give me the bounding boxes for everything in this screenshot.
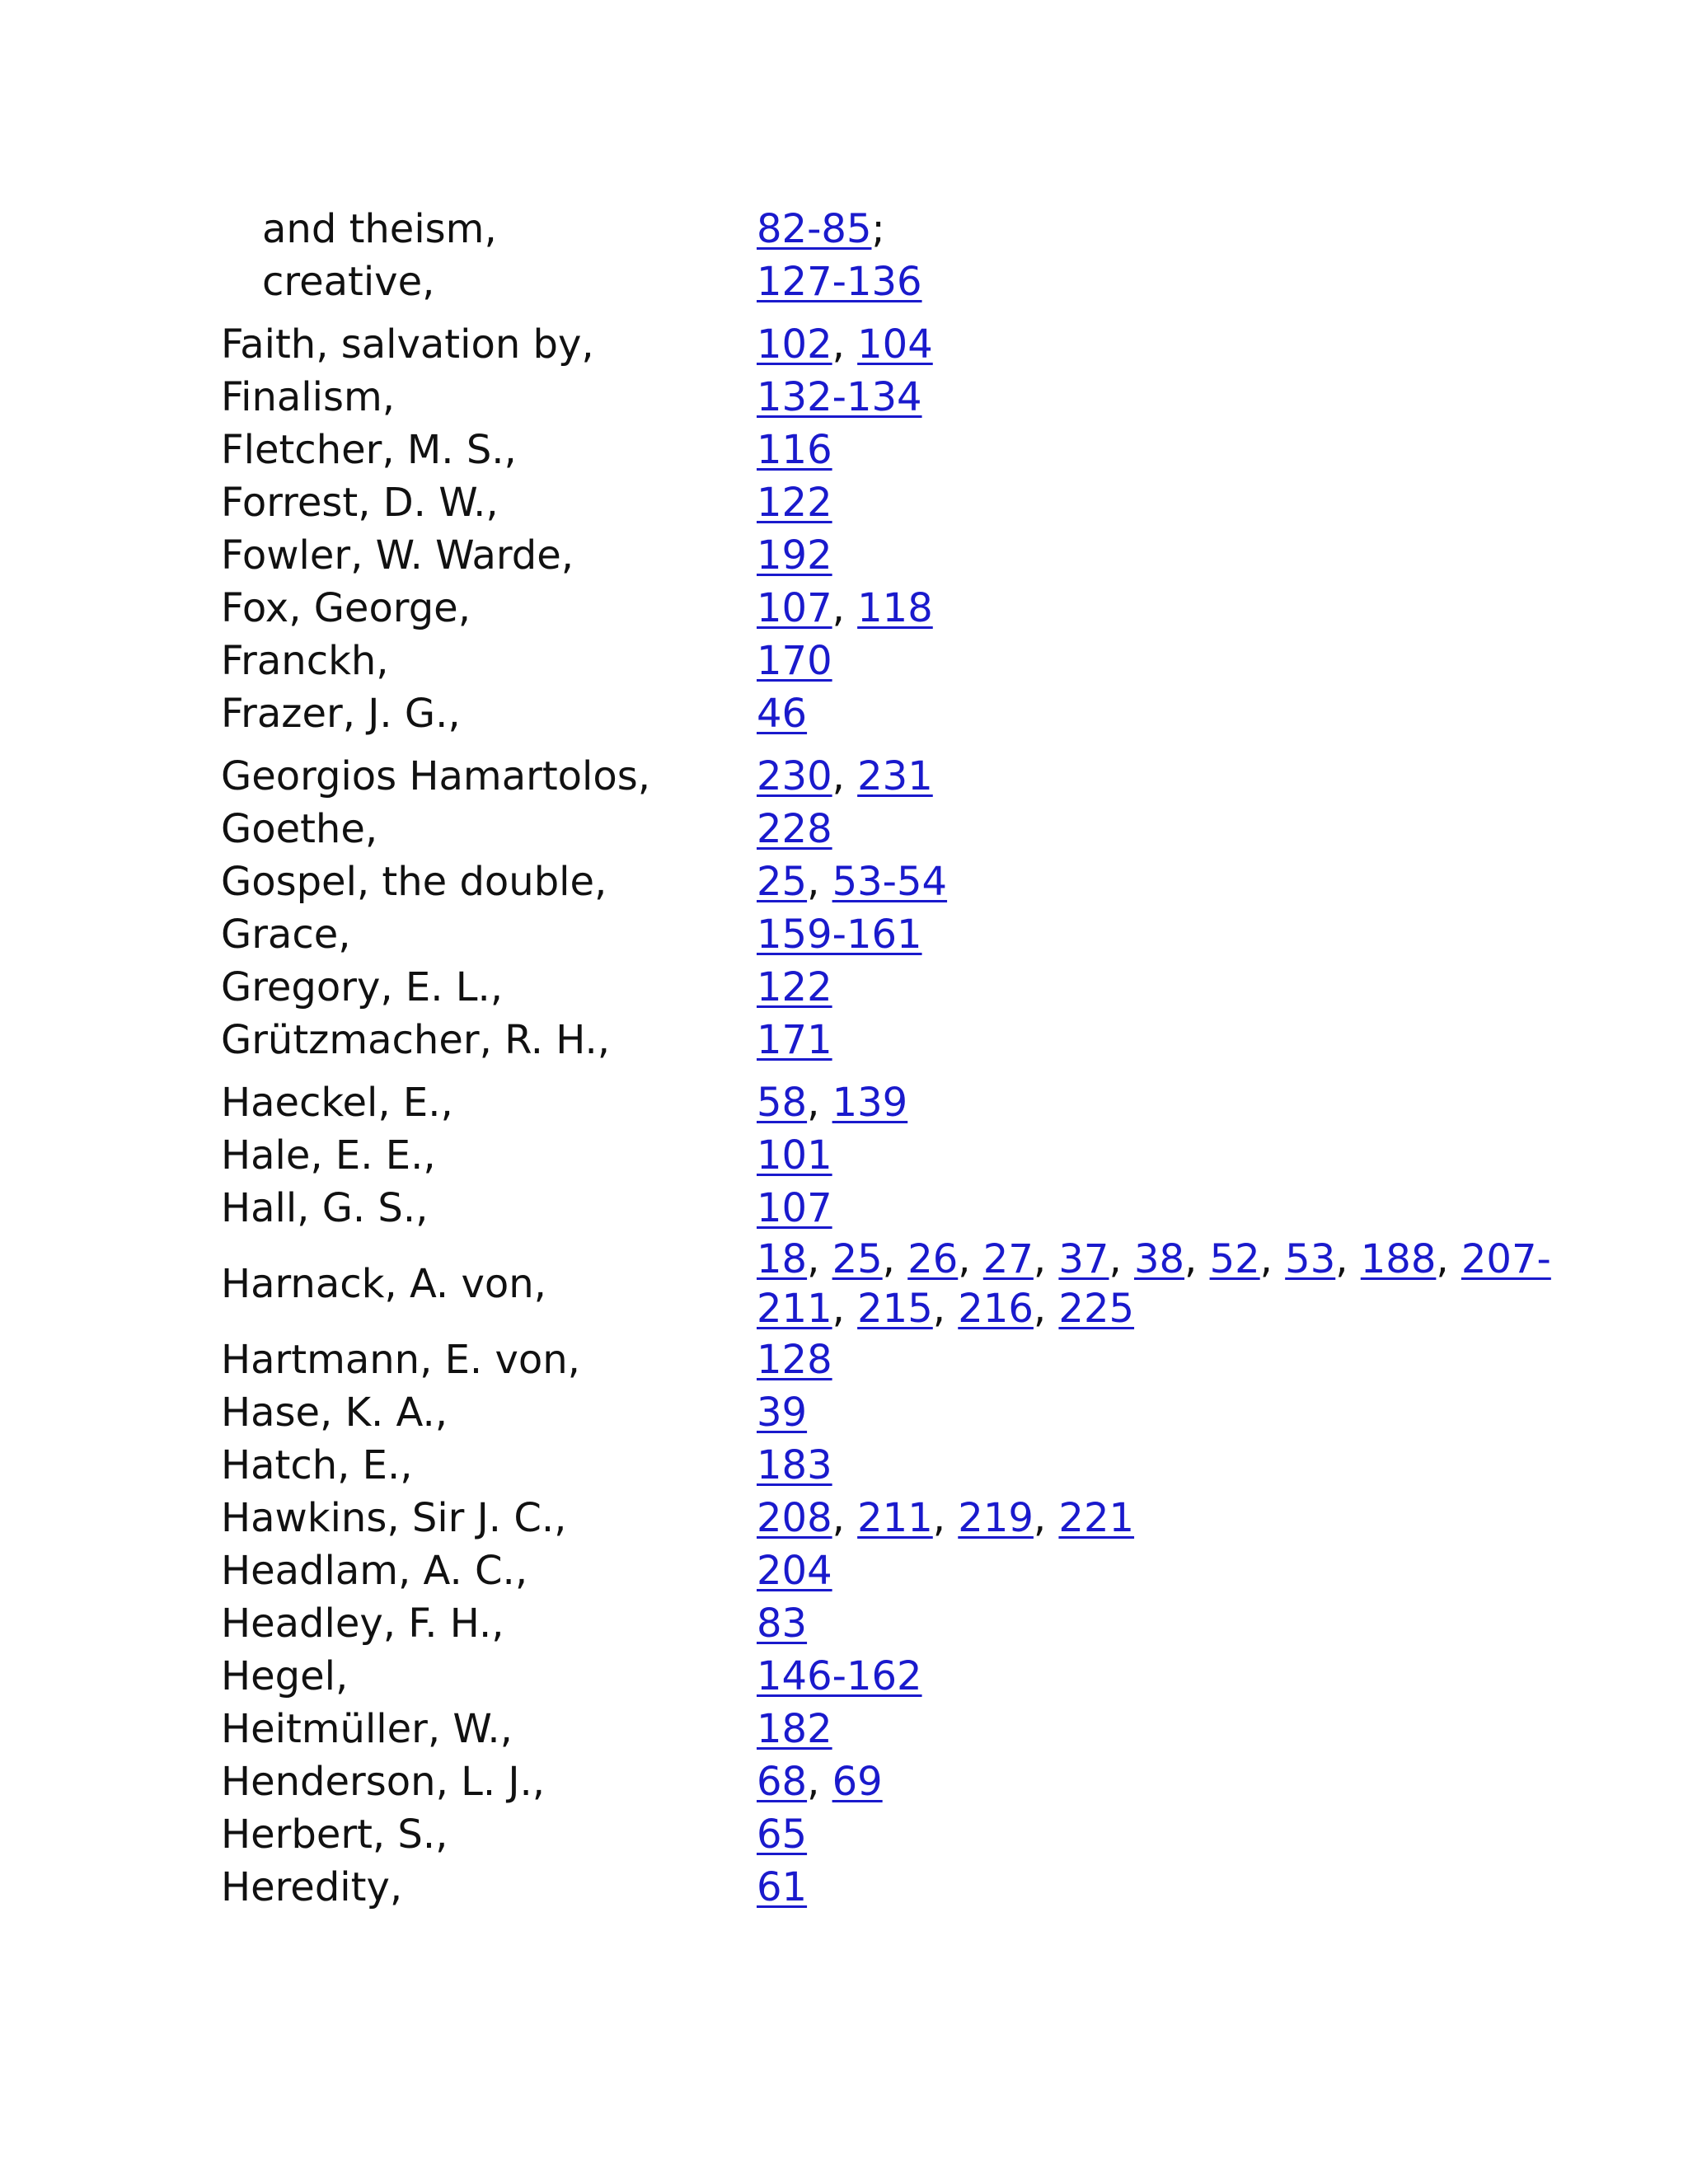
index-term: Herbert, S.,: [221, 1811, 448, 1858]
page-reference-link[interactable]: 225: [1058, 1286, 1135, 1332]
index-subentry: [221, 255, 1622, 308]
index-entry: [221, 1755, 1622, 1808]
index-term: Finalism,: [221, 374, 395, 420]
index-entry: [221, 1597, 1622, 1650]
index-term: Georgios Hamartolos,: [221, 753, 650, 799]
index-term: Grützmacher, R. H.,: [221, 1017, 611, 1063]
index-term: Hatch, E.,: [221, 1442, 413, 1488]
reference-separator: ,: [932, 1286, 959, 1332]
reference-separator: ,: [807, 1080, 832, 1126]
index-entry: [221, 476, 1622, 529]
page-references: [757, 1076, 1622, 1129]
index-term: Gospel, the double,: [221, 859, 607, 905]
page-references: [757, 255, 1622, 308]
page-reference-link[interactable]: 146-162: [757, 1653, 922, 1699]
index-entry: [221, 855, 1622, 908]
page-reference-link[interactable]: 208: [757, 1495, 832, 1541]
page-references: [757, 635, 1622, 687]
index-entry: [221, 582, 1622, 635]
page-references: [757, 1386, 1622, 1439]
index-entry: [221, 687, 1622, 740]
reference-separator: ,: [1335, 1236, 1361, 1282]
index-term: Goethe,: [221, 806, 378, 852]
page-reference-link[interactable]: 25: [757, 859, 808, 905]
index-entry: [221, 529, 1622, 582]
page-references: [757, 1544, 1622, 1597]
page-references: [757, 371, 1622, 424]
page-references: [757, 424, 1622, 476]
page-references: [757, 582, 1622, 635]
page-reference-link[interactable]: 231: [857, 753, 933, 799]
reference-separator: ,: [1259, 1236, 1286, 1282]
reference-separator: ,: [1033, 1236, 1059, 1282]
index-term: Henderson, L. J.,: [221, 1759, 546, 1805]
page-reference-link[interactable]: 116: [757, 427, 832, 473]
index-entry: [221, 1703, 1622, 1755]
index-entry: [221, 1544, 1622, 1597]
page-reference-link[interactable]: 122: [757, 964, 832, 1010]
index-term: Fowler, W. Warde,: [221, 532, 574, 579]
page-reference-link[interactable]: 230: [757, 753, 832, 799]
page-reference-link[interactable]: 18: [757, 1236, 808, 1282]
page-reference-link[interactable]: 132-134: [757, 374, 922, 420]
index-entry: [221, 1235, 1622, 1333]
page-references: [757, 750, 1622, 803]
reference-separator: ,: [832, 1286, 858, 1332]
reference-separator: ,: [1033, 1495, 1059, 1541]
index-list: [221, 203, 1622, 1914]
page-reference-link[interactable]: 221: [1058, 1495, 1135, 1541]
page-references: [757, 1597, 1622, 1650]
index-entry: [221, 1439, 1622, 1492]
page-reference-link[interactable]: 46: [757, 691, 808, 737]
reference-separator: ,: [1184, 1236, 1210, 1282]
page-references: [757, 1755, 1622, 1808]
index-entry: [221, 1861, 1622, 1914]
page-reference-link[interactable]: 82-85: [757, 206, 872, 252]
page-references: [757, 476, 1622, 529]
index-term: Franckh,: [221, 638, 389, 684]
reference-separator: ,: [807, 859, 832, 905]
index-term: Forrest, D. W.,: [221, 480, 499, 526]
page-reference-link[interactable]: 65: [757, 1811, 808, 1858]
index-subentry: [221, 203, 1622, 255]
page-reference-link[interactable]: 118: [857, 585, 933, 631]
page-reference-link[interactable]: 207-211: [757, 1236, 1551, 1332]
index-entry: [221, 1182, 1622, 1235]
page-references: [757, 1703, 1622, 1755]
page-reference-link[interactable]: 204: [757, 1548, 832, 1594]
page-reference-link[interactable]: 139: [832, 1080, 908, 1126]
index-term: Heitmüller, W.,: [221, 1706, 513, 1752]
page-references: [757, 1650, 1622, 1703]
page-references: [757, 203, 1622, 255]
index-term: Hall, G. S.,: [221, 1185, 429, 1231]
index-entry: [221, 1333, 1622, 1386]
index-entry: [221, 424, 1622, 476]
reference-separator: ,: [882, 1236, 908, 1282]
index-term: Headley, F. H.,: [221, 1601, 504, 1647]
index-entry: [221, 1808, 1622, 1861]
page-references: [757, 1014, 1622, 1066]
index-entry: [221, 1014, 1622, 1066]
index-term: Faith, salvation by,: [221, 321, 594, 368]
page-reference-link[interactable]: 192: [757, 532, 832, 579]
index-term: and theism,: [262, 206, 497, 252]
index-term: Hegel,: [221, 1653, 349, 1699]
reference-separator: ,: [1109, 1236, 1134, 1282]
page-references: [757, 1182, 1622, 1235]
reference-separator: ,: [807, 1759, 832, 1805]
index-term: Haeckel, E.,: [221, 1080, 453, 1126]
page-references: [757, 1439, 1622, 1492]
index-entry: [221, 1129, 1622, 1182]
page-reference-link[interactable]: 26: [907, 1236, 959, 1282]
page-reference-link[interactable]: 211: [857, 1495, 933, 1541]
page-references: [757, 855, 1622, 908]
index-term: Hartmann, E. von,: [221, 1337, 580, 1383]
index-entry: [221, 908, 1622, 961]
page-reference-link[interactable]: 37: [1058, 1236, 1109, 1282]
page-references: [757, 529, 1622, 582]
page-reference-link[interactable]: 38: [1133, 1236, 1185, 1282]
page-references: [757, 803, 1622, 855]
reference-separator: ,: [1033, 1286, 1059, 1332]
page-reference-link[interactable]: 107: [757, 585, 832, 631]
page-reference-link[interactable]: 39: [757, 1390, 808, 1436]
index-term: Fletcher, M. S.,: [221, 427, 517, 473]
page-references: [757, 961, 1622, 1014]
page-references: [757, 687, 1622, 740]
page-references: [757, 1333, 1622, 1386]
index-term: Harnack, A. von,: [221, 1261, 546, 1307]
index-term: Headlam, A. C.,: [221, 1548, 528, 1594]
page-reference-link[interactable]: 127-136: [757, 259, 922, 305]
page-reference-link[interactable]: 58: [757, 1080, 808, 1126]
page-reference-link[interactable]: 27: [982, 1236, 1034, 1282]
page-reference-link[interactable]: 101: [757, 1132, 832, 1179]
index-term: Hase, K. A.,: [221, 1390, 448, 1436]
page-reference-link[interactable]: 52: [1209, 1236, 1260, 1282]
index-entry: [221, 318, 1622, 371]
page-references: [757, 1492, 1622, 1544]
index-term: Frazer, J. G.,: [221, 691, 461, 737]
page-reference-link[interactable]: 25: [832, 1236, 883, 1282]
index-entry: [221, 750, 1622, 803]
index-term: Heredity,: [221, 1864, 403, 1910]
reference-separator: ,: [958, 1236, 983, 1282]
reference-separator: ,: [1436, 1236, 1461, 1282]
index-entry: [221, 1386, 1622, 1439]
page-reference-link[interactable]: 170: [757, 638, 832, 684]
reference-separator: ,: [832, 753, 858, 799]
page-reference-link[interactable]: 102: [757, 321, 832, 368]
page-references: [757, 1861, 1622, 1914]
page-reference-link[interactable]: 107: [757, 1185, 832, 1231]
reference-suffix: ;: [871, 206, 885, 252]
index-entry: [221, 961, 1622, 1014]
page-reference-link[interactable]: 122: [757, 480, 832, 526]
page-reference-link[interactable]: 171: [757, 1017, 832, 1063]
page-references: [757, 908, 1622, 961]
page-reference-link[interactable]: 128: [757, 1337, 832, 1383]
page-reference-link[interactable]: 228: [757, 806, 832, 852]
index-entry: [221, 635, 1622, 687]
page-references: [757, 1808, 1622, 1861]
reference-separator: ,: [832, 1495, 858, 1541]
page-reference-link[interactable]: 188: [1360, 1236, 1437, 1282]
index-term: Gregory, E. L.,: [221, 964, 503, 1010]
index-entry: [221, 803, 1622, 855]
page-reference-link[interactable]: 215: [857, 1286, 933, 1332]
page-references: [757, 1129, 1622, 1182]
reference-separator: ,: [807, 1236, 832, 1282]
index-entry: [221, 1076, 1622, 1129]
page-reference-link[interactable]: 68: [757, 1759, 808, 1805]
index-term: Hawkins, Sir J. C.,: [221, 1495, 567, 1541]
index-term: Hale, E. E.,: [221, 1132, 436, 1179]
page-references: [757, 318, 1622, 371]
page-reference-link[interactable]: 61: [757, 1864, 808, 1910]
page-reference-link[interactable]: 219: [958, 1495, 1034, 1541]
reference-separator: ,: [832, 585, 858, 631]
index-entry: [221, 1650, 1622, 1703]
reference-separator: ,: [832, 321, 858, 368]
page-reference-link[interactable]: 182: [757, 1706, 832, 1752]
page-reference-link[interactable]: 83: [757, 1601, 808, 1647]
index-entry: [221, 371, 1622, 424]
page-reference-link[interactable]: 104: [857, 321, 933, 368]
index-entry: [221, 1492, 1622, 1544]
page-reference-link[interactable]: 159-161: [757, 912, 922, 958]
page-reference-link[interactable]: 53: [1285, 1236, 1336, 1282]
index-term: creative,: [262, 259, 435, 305]
index-term: Grace,: [221, 912, 351, 958]
page-reference-link[interactable]: 183: [757, 1442, 832, 1488]
reference-separator: ,: [932, 1495, 959, 1541]
page-reference-link[interactable]: 69: [832, 1759, 883, 1805]
page-reference-link[interactable]: 53-54: [832, 859, 948, 905]
page-reference-link[interactable]: 216: [958, 1286, 1034, 1332]
index-term: Fox, George,: [221, 585, 471, 631]
page-references: [757, 1235, 1622, 1333]
